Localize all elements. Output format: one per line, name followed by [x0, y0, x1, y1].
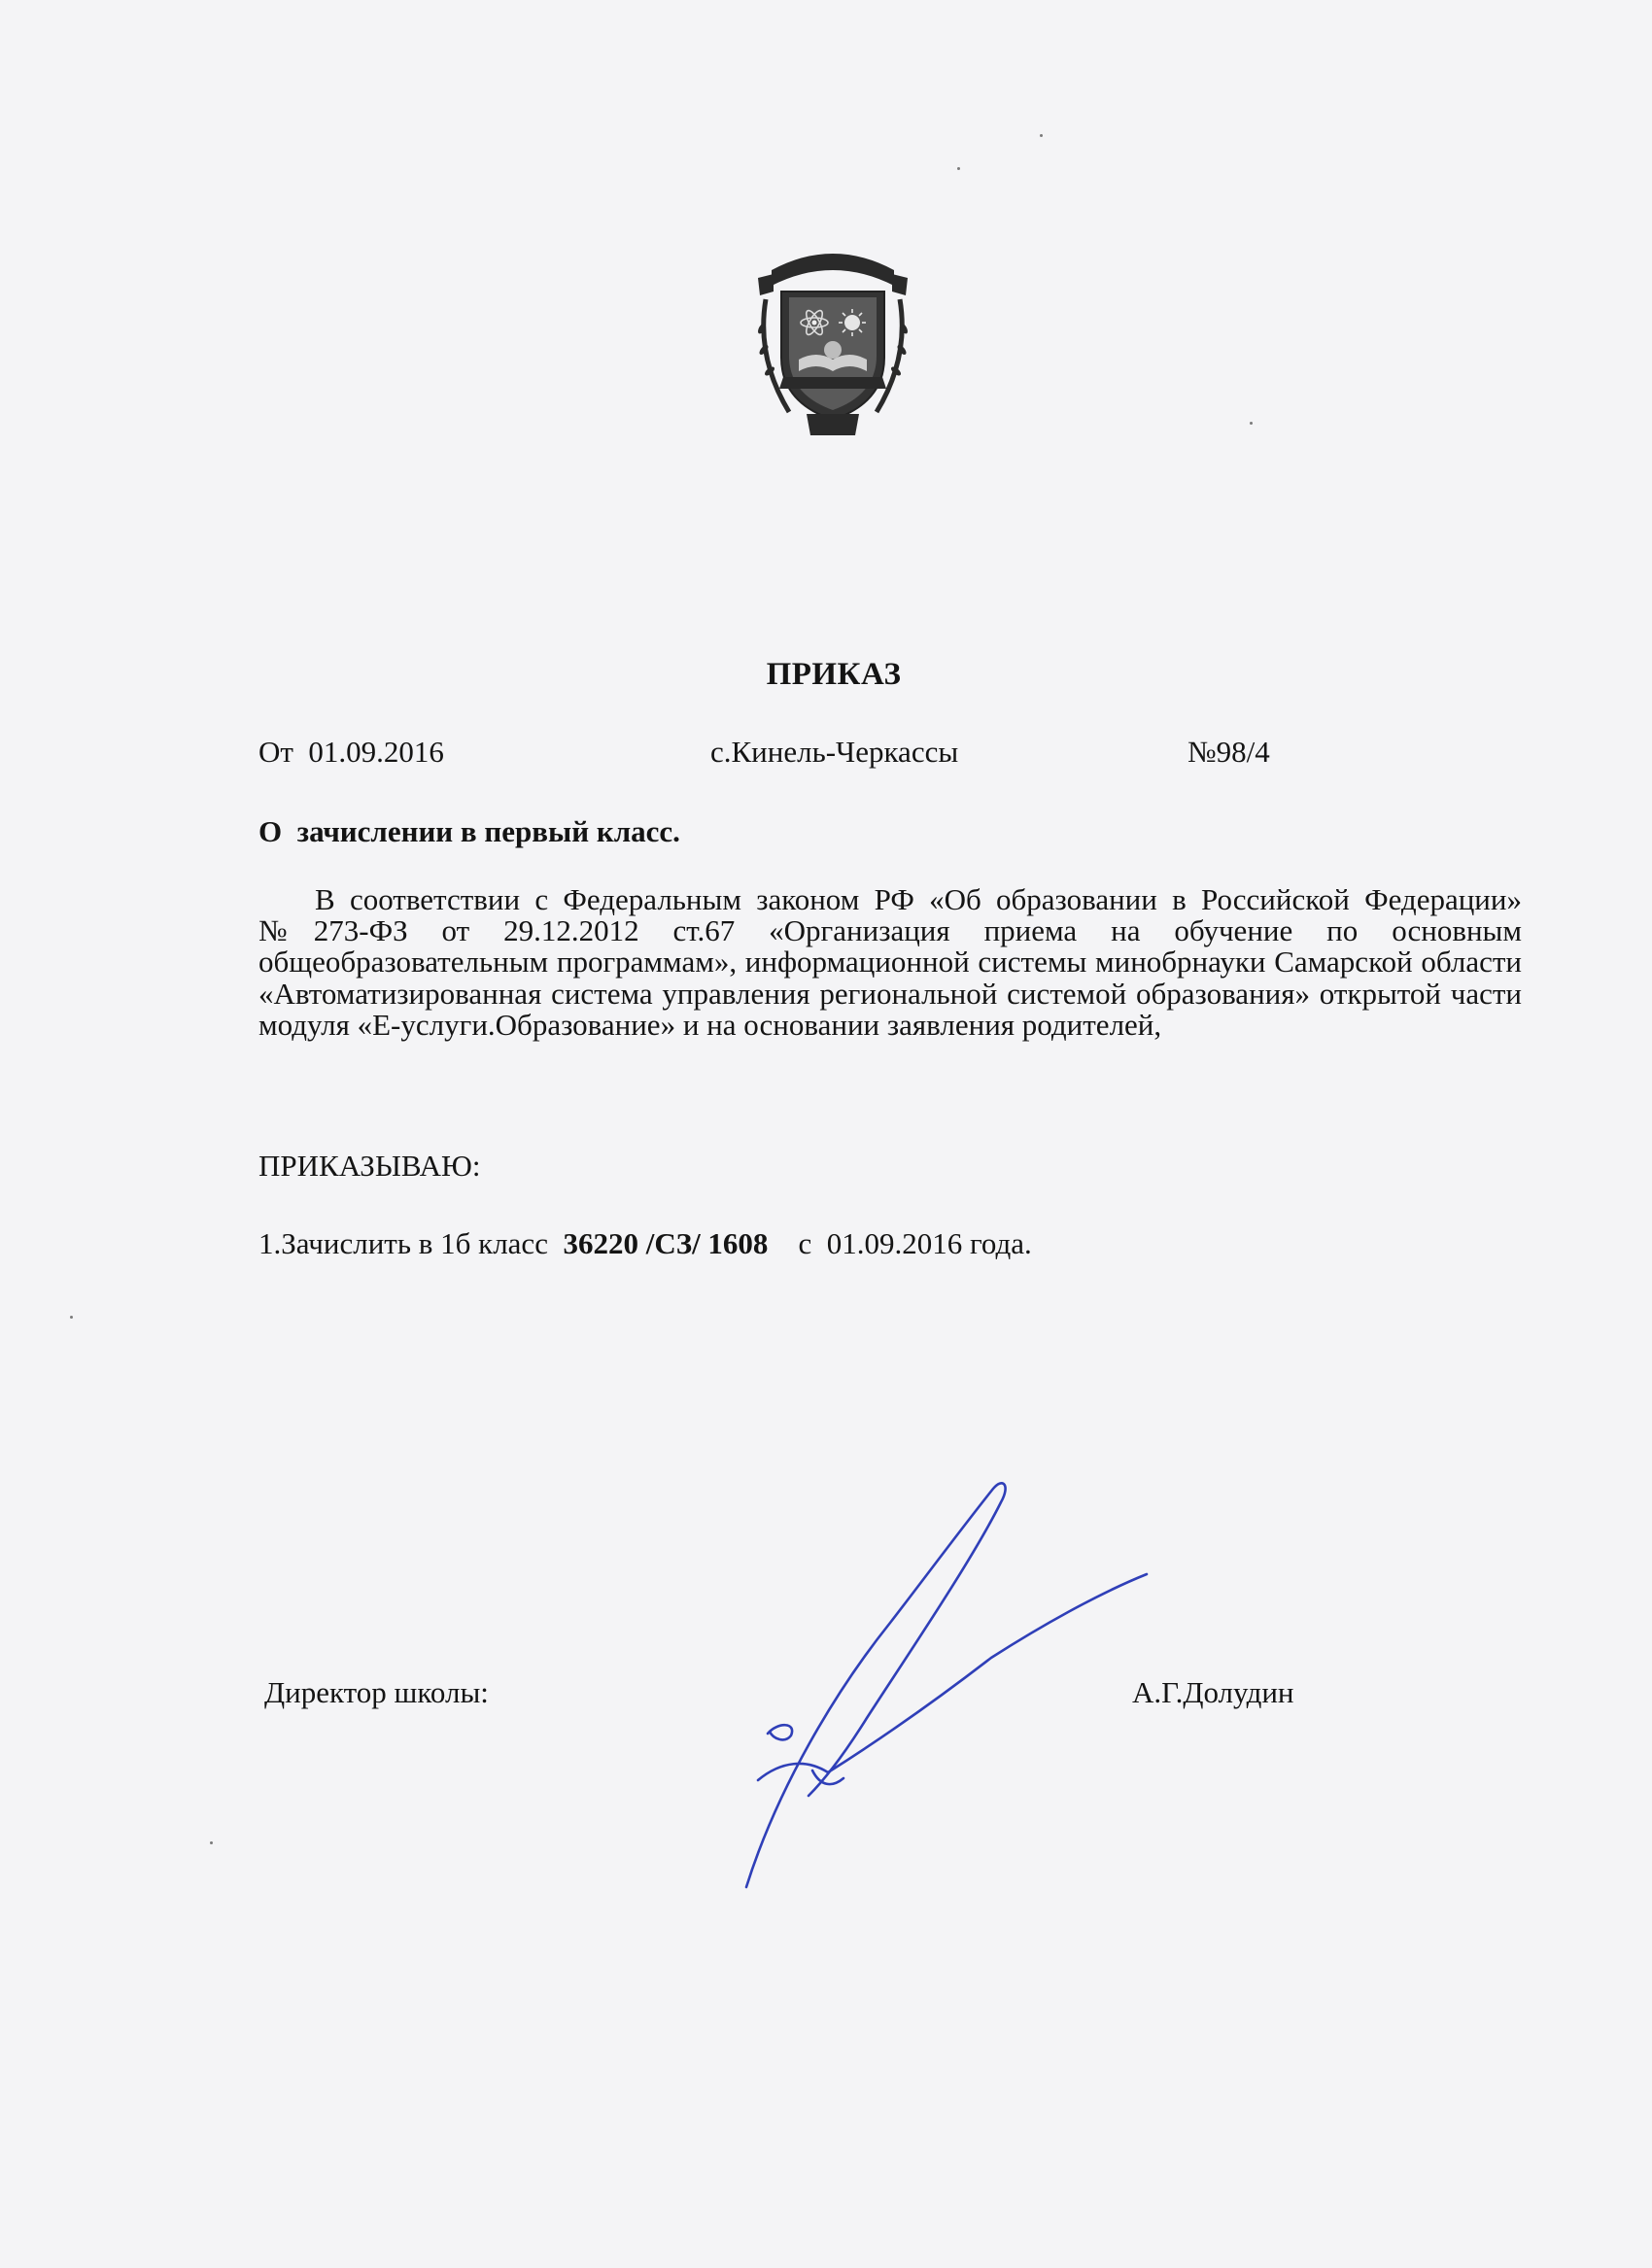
order-item-text: 1.Зачислить в 1б класс — [258, 1226, 564, 1260]
signatory-name: А.Г.Долудин — [1132, 1675, 1294, 1709]
document-title: ПРИКАЗ — [766, 657, 902, 692]
scan-speck — [957, 167, 960, 170]
order-number: №98/4 — [1187, 735, 1270, 769]
handwritten-signature — [719, 1467, 1166, 1914]
order-subject: О зачислении в первый класс. — [258, 814, 680, 848]
scan-speck — [1250, 422, 1253, 425]
scan-speck — [1040, 134, 1043, 137]
scan-speck — [210, 1841, 213, 1844]
order-item — [258, 1226, 1032, 1261]
order-date: От 01.09.2016 — [258, 735, 444, 769]
order-body: В соответствии с Федеральным законом РФ «Об образовании в Российской Федерации» №273-ФЗ от 29.12.2012 ст.67 «Организация приема на обучение по основным общеобразовательным программам», информационной системы минобрнауки Самарской области «Автоматизированная система управления региональной системой образования» открытой части модуля «Е-услуги.Образование» и на основании заявления родителей, — [258, 882, 1522, 1042]
order-directive: ПРИКАЗЫВАЮ: — [258, 1149, 481, 1183]
order-item-date: с 01.09.2016 года. — [768, 1226, 1032, 1260]
application-code: 36220 /СЗ/ 1608 — [563, 1226, 769, 1260]
school-emblem — [750, 241, 915, 443]
signatory-role: Директор школы: — [264, 1675, 489, 1709]
scan-speck — [70, 1316, 73, 1319]
order-place: с.Кинель-Черкассы — [710, 735, 959, 769]
